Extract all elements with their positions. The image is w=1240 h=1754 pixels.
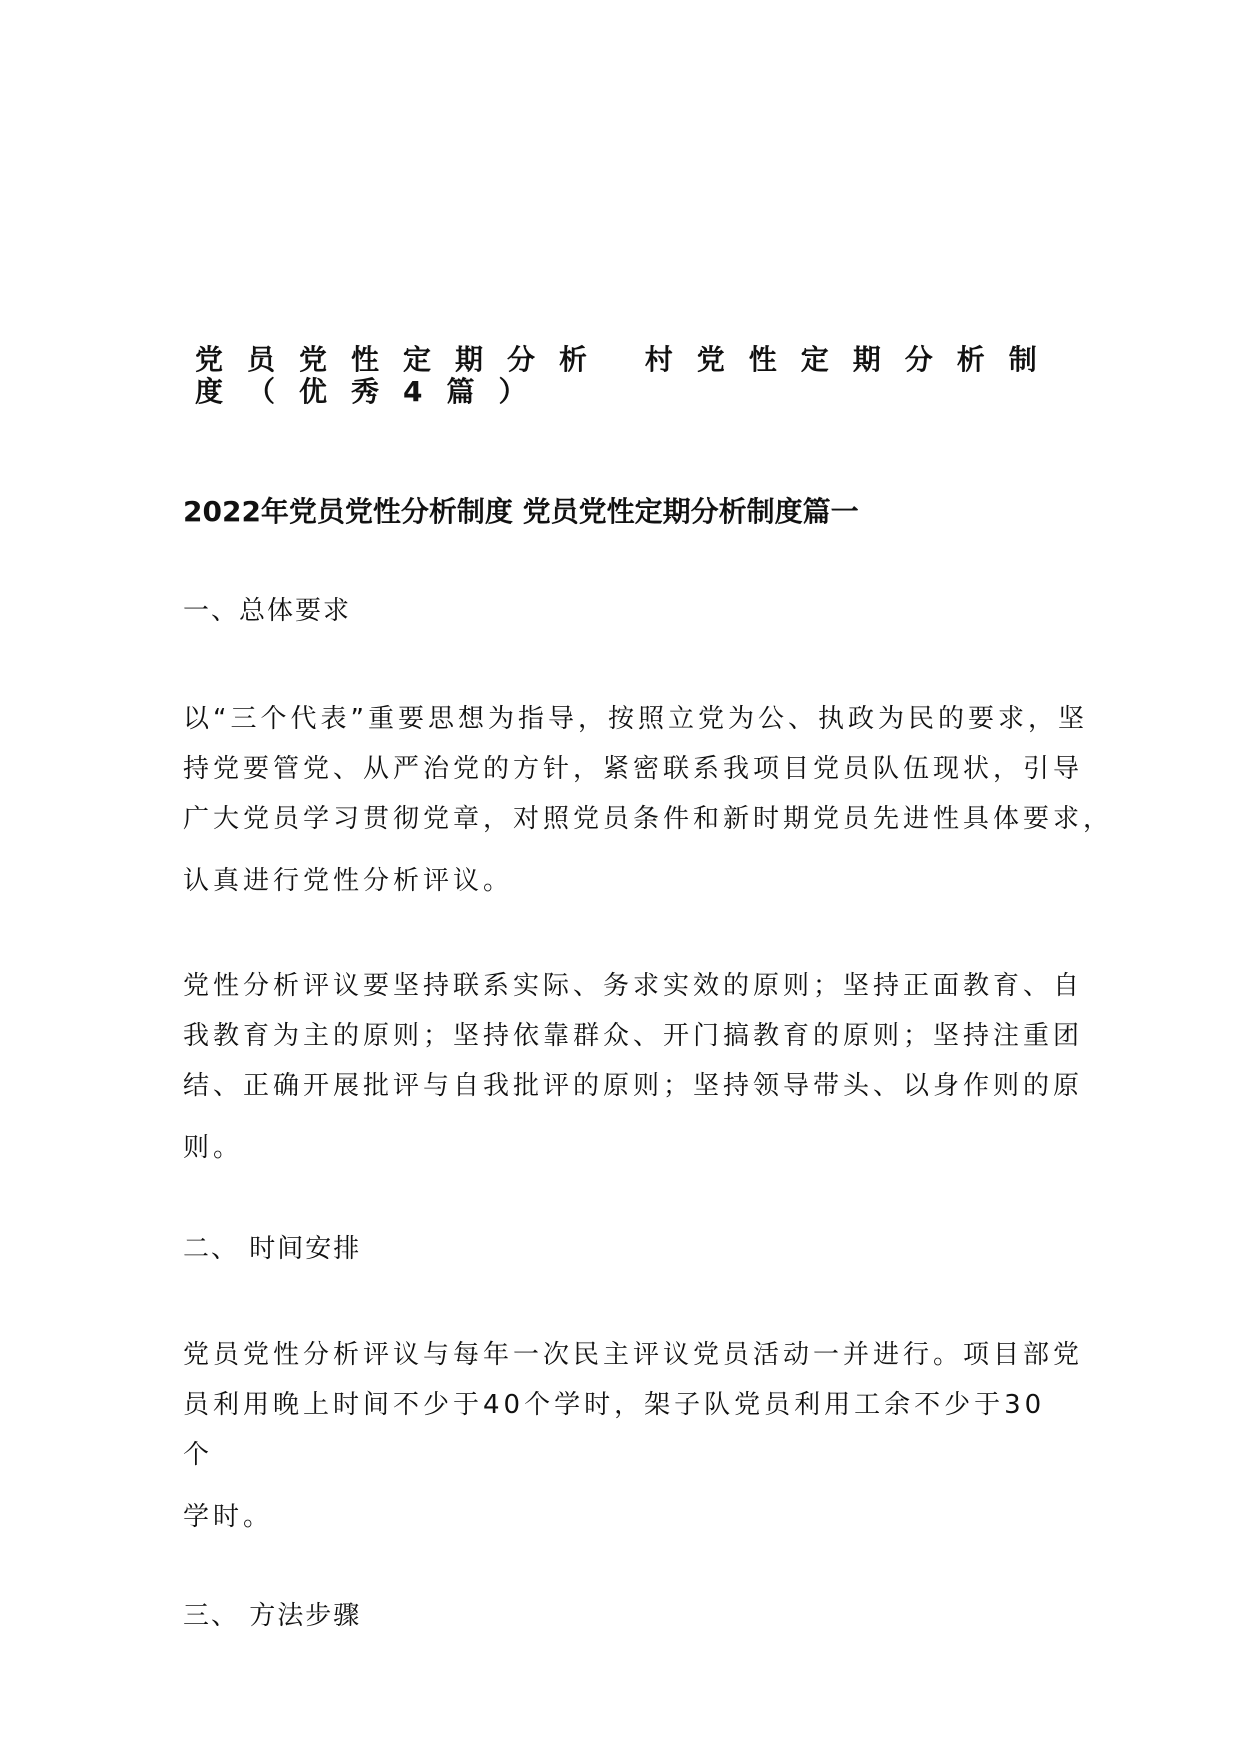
section-heading-schedule: 二、 时间安排 <box>183 1234 362 1264</box>
paragraph-schedule <box>183 1330 1084 1542</box>
paragraph-evaluation-principles <box>183 961 1084 1173</box>
paragraph-line: 党性分析评议要坚持联系实际、务求实效的原则；坚持正面教育、自 <box>183 971 1084 1001</box>
paragraph-guiding-principle <box>183 694 1114 906</box>
document-title: 党员党性定期分析 村党性定期分析制度（优秀4篇） <box>195 343 1061 408</box>
paragraph-line: 学时。 <box>183 1502 274 1532</box>
paragraph-line: 认真进行党性分析评议。 <box>183 866 514 896</box>
paragraph-line: 员利用晚上时间不少于40个学时，架子队党员利用工余不少于30 <box>183 1390 1046 1420</box>
paragraph-line: 个 <box>183 1440 214 1470</box>
paragraph-line: 则。 <box>183 1133 244 1163</box>
document-subtitle: 2022年党员党性分析制度 党员党性定期分析制度篇一 <box>183 495 859 528</box>
paragraph-line: 以“三个代表”重要思想为指导，按照立党为公、执政为民的要求，坚 <box>183 704 1088 734</box>
paragraph-line: 结、正确开展批评与自我批评的原则；坚持领导带头、以身作则的原 <box>183 1071 1084 1101</box>
section-heading-methods: 三、 方法步骤 <box>183 1601 362 1631</box>
paragraph-line: 党员党性分析评议与每年一次民主评议党员活动一并进行。项目部党 <box>183 1340 1084 1370</box>
paragraph-line: 广大党员学习贯彻党章，对照党员条件和新时期党员先进性具体要求， <box>183 804 1114 834</box>
paragraph-line: 持党要管党、从严治党的方针，紧密联系我项目党员队伍现状，引导 <box>183 754 1084 784</box>
section-heading-general-requirements: 一、总体要求 <box>183 596 352 626</box>
paragraph-line: 我教育为主的原则；坚持依靠群众、开门搞教育的原则；坚持注重团 <box>183 1021 1084 1051</box>
